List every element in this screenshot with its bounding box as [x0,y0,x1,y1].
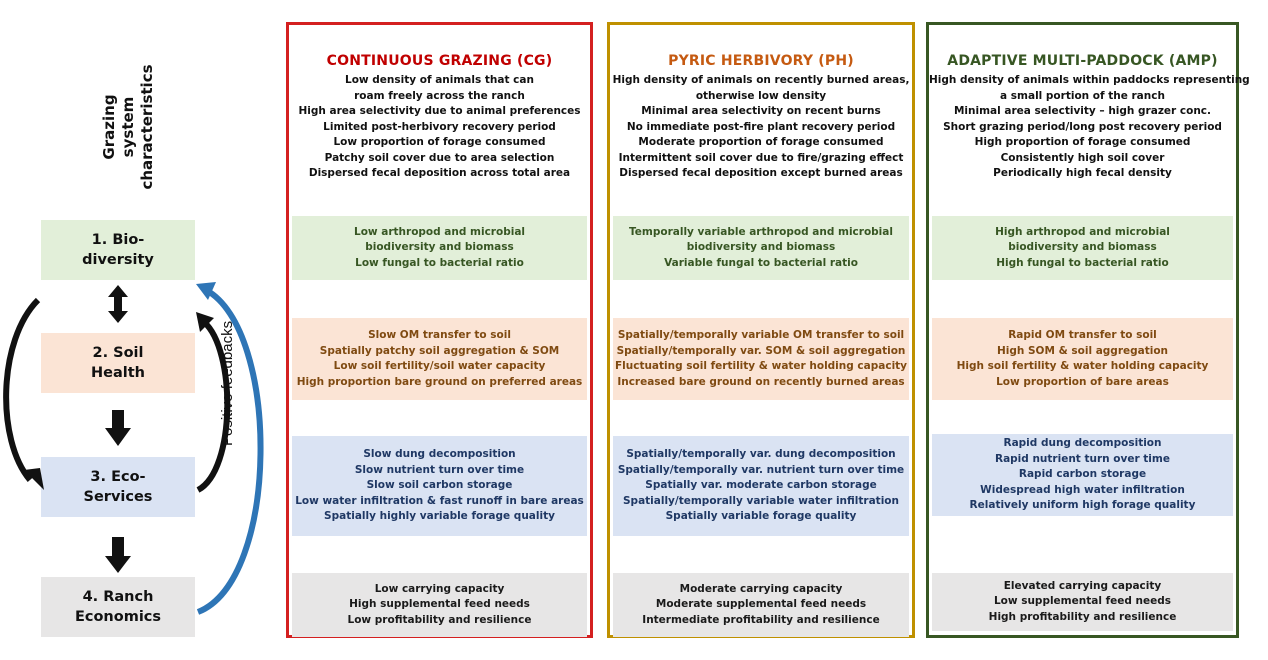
biodiversity-band-line: biodiversity and biomass [365,241,514,254]
soil-health-band-line: Low proportion of bare areas [996,375,1169,388]
characteristic-line: otherwise low density [695,89,827,102]
biodiversity-band-line: Variable fungal to bacterial ratio [664,256,858,269]
ranch-economics-band-line: Low carrying capacity [374,582,505,595]
biodiversity-band-line: biodiversity and biomass [686,241,836,254]
column-cg [286,22,593,638]
column-amp [926,22,1250,638]
eco-services-band-line: Slow dung decomposition [363,448,516,461]
biodiversity-band-line: Low fungal to bacterial ratio [355,256,524,269]
category-ranch-economics-label: 4. Ranch Economics [74,589,162,625]
biodiversity-band-line: biodiversity and biomass [1008,241,1157,254]
double-arrow-icon [108,285,128,323]
eco-services-band-line: Spatially/temporally var. dung decomposition [626,448,896,461]
characteristic-line: Patchy soil cover due to area selection [324,151,555,164]
category-soil-health-label: 2. Soil Health [91,345,145,381]
soil-health-band-line: Fluctuating soil fertility & water holding capacity [614,360,908,372]
eco-services-band-line: Spatially variable forage quality [665,510,857,523]
eco-services-band-line: Spatially highly variable forage quality [324,510,555,523]
curved-arrow-left-icon [6,300,38,480]
biodiversity-band-line: Temporally variable arthropod and microbial [629,225,893,238]
category-biodiversity-label: 1. Bio- diversity [82,232,154,268]
biodiversity-band-line: Low arthropod and microbial [354,225,525,238]
eco-services-band-line: Spatially/temporally var. nutrient turn over time [617,463,905,476]
column-ph [607,22,915,638]
eco-services-band-line: Rapid dung decomposition [1003,437,1162,450]
characteristic-line: Consistently high soil cover [1000,151,1165,164]
characteristic-line: Intermittent soil cover due to fire/grazing effect [618,151,904,164]
soil-health-band-line: Slow OM transfer to soil [368,329,511,341]
eco-services-band-line: Slow soil carbon storage [366,479,513,492]
characteristics-list [289,73,590,182]
soil-health-band-line: Increased bare ground on recently burned areas [617,375,905,388]
ranch-economics-band-line: Moderate carrying capacity [679,582,843,595]
soil-health-band-line: Rapid OM transfer to soil [1008,329,1157,341]
characteristics-list [929,73,1250,182]
feedback-label: Positive feedbacks [219,320,236,446]
eco-services-band-line: Rapid carbon storage [1018,468,1147,481]
characteristic-line: High proportion of forage consumed [974,136,1191,148]
ranch-economics-band-line: High profitability and resilience [988,610,1177,623]
eco-services-band-line: Spatially var. moderate carbon storage [645,479,877,492]
column-title: CONTINUOUS GRAZING (CG) [326,53,553,69]
ranch-economics-band [292,573,587,637]
characteristic-line: Low proportion of forage consumed [333,136,546,148]
eco-services-band-line: Spatially/temporally variable water infiltration [622,494,899,507]
ranch-economics-band-line: High supplemental feed needs [349,598,530,611]
eco-services-band-line: Rapid nutrient turn over time [995,452,1170,465]
soil-health-band-line: Spatially/temporally var. SOM & soil aggregation [616,344,906,357]
biodiversity-band-line: High arthropod and microbial [995,225,1170,238]
column-title: ADAPTIVE MULTI-PADDOCK (AMP) [947,53,1218,69]
column-title: PYRIC HERBIVORY (PH) [668,53,854,69]
characteristic-line: Dispersed fecal deposition across total area [308,167,571,179]
characteristic-line: roam freely across the ranch [354,89,525,102]
ranch-economics-band-line: Intermediate profitability and resilience [642,613,880,626]
soil-health-band-line: High soil fertility & water holding capacity [956,360,1209,372]
side-title-text: Grazing system characteristics [100,64,156,190]
characteristic-line: Moderate proportion of forage consumed [638,136,884,148]
flow-arrows [0,0,300,660]
characteristic-line: High density of animals within paddocks representing [929,74,1250,86]
ranch-economics-band-line: Moderate supplemental feed needs [655,598,867,611]
eco-services-band-line: Relatively uniform high forage quality [969,499,1196,512]
soil-health-band-line: Spatially patchy soil aggregation & SOM [319,344,560,357]
soil-health-band [613,318,909,400]
eco-services-band-line: Slow nutrient turn over time [354,463,525,476]
characteristic-line: Short grazing period/long post recovery period [943,120,1222,133]
biodiversity-band [613,216,909,280]
eco-services-band [613,436,909,536]
biodiversity-band [932,216,1233,280]
soil-health-band-line: High proportion bare ground on preferred areas [296,375,583,388]
characteristic-line: Limited post-herbivory recovery period [323,120,556,133]
eco-services-band [932,434,1233,516]
eco-services-band [292,436,587,536]
ranch-economics-band [613,573,909,637]
soil-health-band [292,318,587,400]
eco-services-band-line: Widespread high water infiltration [980,483,1185,496]
ranch-economics-band-line: Low supplemental feed needs [993,595,1172,608]
soil-health-band-line: Low soil fertility/soil water capacity [333,360,546,372]
characteristic-line: Dispersed fecal deposition except burned areas [619,167,903,179]
characteristic-line: Minimal area selectivity on recent burns [641,105,881,117]
characteristic-line: Periodically high fecal density [993,167,1172,179]
characteristic-line: Low density of animals that can [345,74,534,86]
characteristic-line: a small portion of the ranch [1000,89,1165,102]
ranch-economics-band [932,573,1233,631]
down-arrow-icon-2 [105,537,131,573]
ranch-economics-band-line: Elevated carrying capacity [1003,579,1162,592]
down-arrow-icon-1 [105,410,131,446]
characteristic-line: No immediate post-fire plant recovery period [626,120,896,133]
soil-health-band [932,318,1233,400]
characteristic-line: Minimal area selectivity – high grazer conc. [953,105,1212,117]
characteristic-line: High area selectivity due to animal preferences [298,105,581,117]
soil-health-band-line: Spatially/temporally variable OM transfer to soil [617,329,905,341]
biodiversity-band [292,216,587,280]
biodiversity-band-line: High fungal to bacterial ratio [996,256,1169,269]
eco-services-band-line: Low water infiltration & fast runoff in bare areas [295,494,584,507]
ranch-economics-band-line: Low profitability and resilience [347,613,532,626]
characteristics-list [610,73,912,182]
characteristic-line: High density of animals on recently burned areas, [612,74,910,86]
soil-health-band-line: High SOM & soil aggregation [996,344,1169,357]
category-eco-services-label: 3. Eco- Services [83,469,153,505]
